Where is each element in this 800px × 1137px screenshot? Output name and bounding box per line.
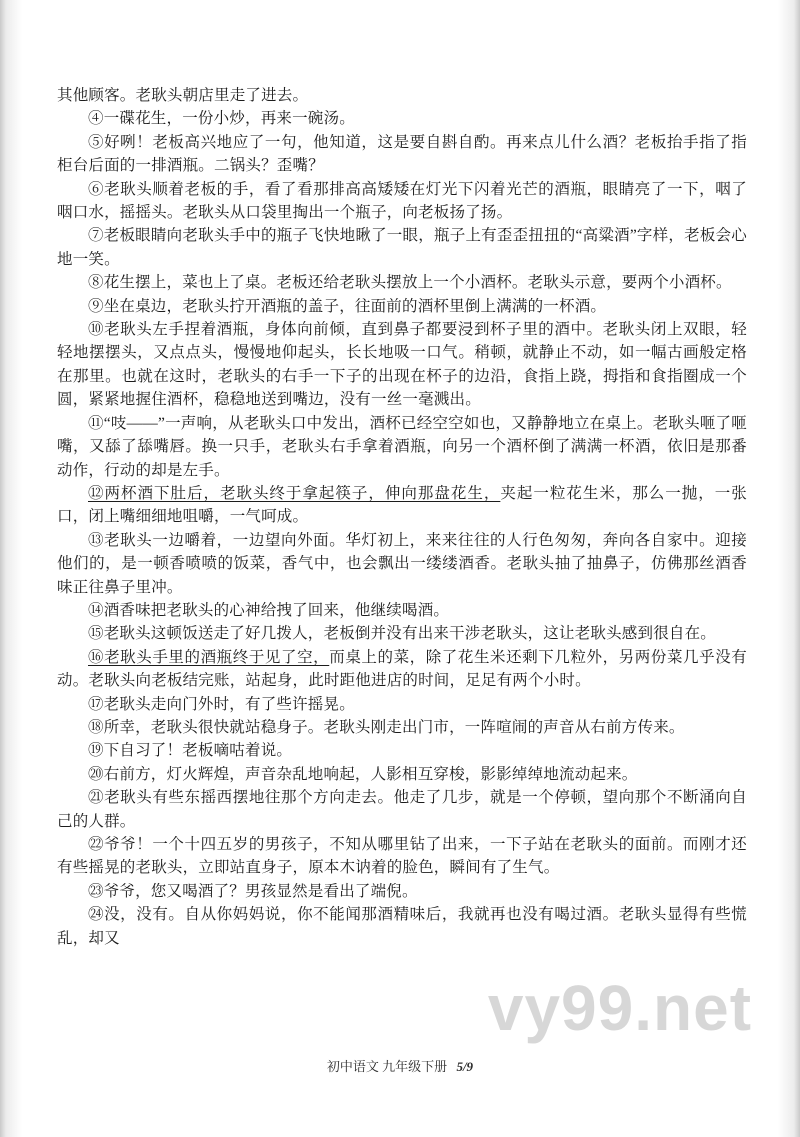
text-segment: 其他顾客。老耿头朝店里走了进去。 xyxy=(57,87,309,104)
paragraph xyxy=(57,295,747,318)
text-segment: 而桌上的菜，除了花生米还剩下几粒外，另两份菜几乎没有动。老耿头向老板结完账，站起身，此时距他进店的时间，足足有两个小时。 xyxy=(57,648,747,690)
text-segment: ⑱所幸，老耿头很快就站稳身子。老耿头刚走出门市，一阵喧闹的声音从右前方传来。 xyxy=(88,718,685,736)
text-segment: ⑳右前方，灯火辉煌，声音杂乱地响起，人影相互穿梭，影影绰绰地流动起来。 xyxy=(88,765,638,783)
paragraph xyxy=(57,131,747,178)
paragraph xyxy=(57,224,747,271)
paragraph xyxy=(57,599,747,622)
paragraph xyxy=(57,786,747,833)
text-segment: ⑬老耿头一边嚼着，一边望向外面。华灯初上，来来往往的人行色匆匆，奔向各自家中。迎接他们的，是一顿香喷喷的饭菜，香气中，也会飘出一缕缕酒香。老耿头抽了抽鼻子，仿佛那丝酒香味正往鼻子里冲。 xyxy=(57,531,747,596)
text-segment: ⑧花生摆上，菜也上了桌。老板还给老耿头摆放上一个小酒杯。老耿头示意，要两个小酒杯。 xyxy=(88,274,732,292)
paragraph xyxy=(57,271,747,294)
paragraph xyxy=(57,318,747,412)
text-segment: ㉒爷爷！一个十四五岁的男孩子，不知从哪里钻了出来，一下子站在老耿头的面前。而刚才还有些摇晃的老耿头，立即站直身子，原本木讷着的脸色，瞬间有了生气。 xyxy=(57,836,747,877)
text-segment: ⑲下自习了！老板嘀咕着说。 xyxy=(88,742,293,760)
paragraph xyxy=(57,178,747,225)
text-segment: ⑦老板眼睛向老耿头手中的瓶子飞快地瞅了一眼，瓶子上有歪歪扭扭的“高粱酒”字样，老板会心地一笑。 xyxy=(57,227,747,268)
text-segment: ⑮老耿头这顿饭送走了好几拨人，老板倒并没有出来干涉老耿头，这让老耿头感到很自在。 xyxy=(88,625,717,643)
paragraph xyxy=(57,482,747,529)
paragraph xyxy=(57,880,747,903)
document-body xyxy=(57,84,747,950)
footer-page-number: 5/9 xyxy=(456,1059,474,1074)
watermark: vy99.net xyxy=(487,972,752,1044)
paragraph xyxy=(57,903,747,950)
underlined-text-segment: ⑯老耿头手里的酒瓶终于见了空， xyxy=(88,648,330,666)
paragraph xyxy=(57,693,747,716)
text-segment: ⑰老耿头走向门外时，有了些许摇晃。 xyxy=(88,695,355,713)
paragraph xyxy=(57,716,747,739)
text-segment: ⑪“吱——”一声响，从老耿头口中发出，酒杯已经空空如也，又静静地立在桌上。老耿头咂了咂嘴，又舔了舔嘴唇。换一只手，老耿头右手拿着酒瓶，向另一个酒杯倒了满满一杯酒，依旧是那番动作，行动的却是左手。 xyxy=(57,414,747,479)
footer-book-title: 初中语文 九年级下册 xyxy=(326,1059,448,1074)
paragraph xyxy=(57,529,747,599)
paragraph xyxy=(57,646,747,693)
text-segment: ⑩老耿头左手捏着酒瓶，身体向前倾，直到鼻子都要浸到杯子里的酒中。老耿头闭上双眼，轻轻地摆摆头，又点点头，慢慢地仰起头，长长地吸一口气。稍顿，就静止不动，如一幅古画般定格在那里。也就在这时，老耿头的右手一下子的出现在杯子的边沿，食指上跷，拇指和食指圈成一个圆，紧紧地握住酒杯，稳稳地送到嘴边，没有一丝一毫溅出。 xyxy=(57,321,747,409)
text-segment: ㉓爷爷，您又喝酒了？男孩显然是看出了端倪。 xyxy=(88,882,418,900)
paragraph xyxy=(57,739,747,762)
paragraph xyxy=(57,833,747,880)
text-segment: ⑭酒香味把老耿头的心神给拽了回来，他继续喝酒。 xyxy=(88,601,450,619)
paragraph xyxy=(57,763,747,786)
page-footer xyxy=(0,1056,800,1075)
text-segment: ㉑老耿头有些东摇西摆地往那个方向走去。他走了几步，就是一个停顿，望向那个不断涌向自己的人群。 xyxy=(57,789,747,830)
text-segment: ⑨坐在桌边，老耿头拧开酒瓶的盖子，往面前的酒杯里倒上满满的一杯酒。 xyxy=(88,297,607,315)
text-segment: ⑤好咧！老板高兴地应了一句，他知道，这是要自斟自酌。再来点儿什么酒？老板抬手指了指柜台后面的一排酒瓶。二锅头？歪嘴？ xyxy=(57,133,747,175)
text-segment: ㉔没，没有。自从你妈妈说，你不能闻那酒精味后，我就再也没有喝过酒。老耿头显得有些慌乱，却又 xyxy=(57,906,747,947)
text-segment: ⑥老耿头顺着老板的手，看了看那排高高矮矮在灯光下闪着光芒的酒瓶，眼睛亮了一下，咽了咽口水，摇摇头。老耿头从口袋里掏出一个瓶子，向老板扬了扬。 xyxy=(57,180,747,222)
underlined-text-segment: ⑫两杯酒下肚后，老耿头终于拿起筷子，伸向那盘花生， xyxy=(88,484,501,502)
paragraph xyxy=(57,412,747,482)
text-segment: 夹起一粒花生米，那么一抛，一张口，闭上嘴细细地咀嚼，一气呵成。 xyxy=(57,484,747,526)
paragraph xyxy=(57,107,747,130)
paragraph xyxy=(57,622,747,645)
text-segment: ④一碟花生，一份小炒，再来一碗汤。 xyxy=(88,110,355,128)
paragraph xyxy=(57,84,747,107)
